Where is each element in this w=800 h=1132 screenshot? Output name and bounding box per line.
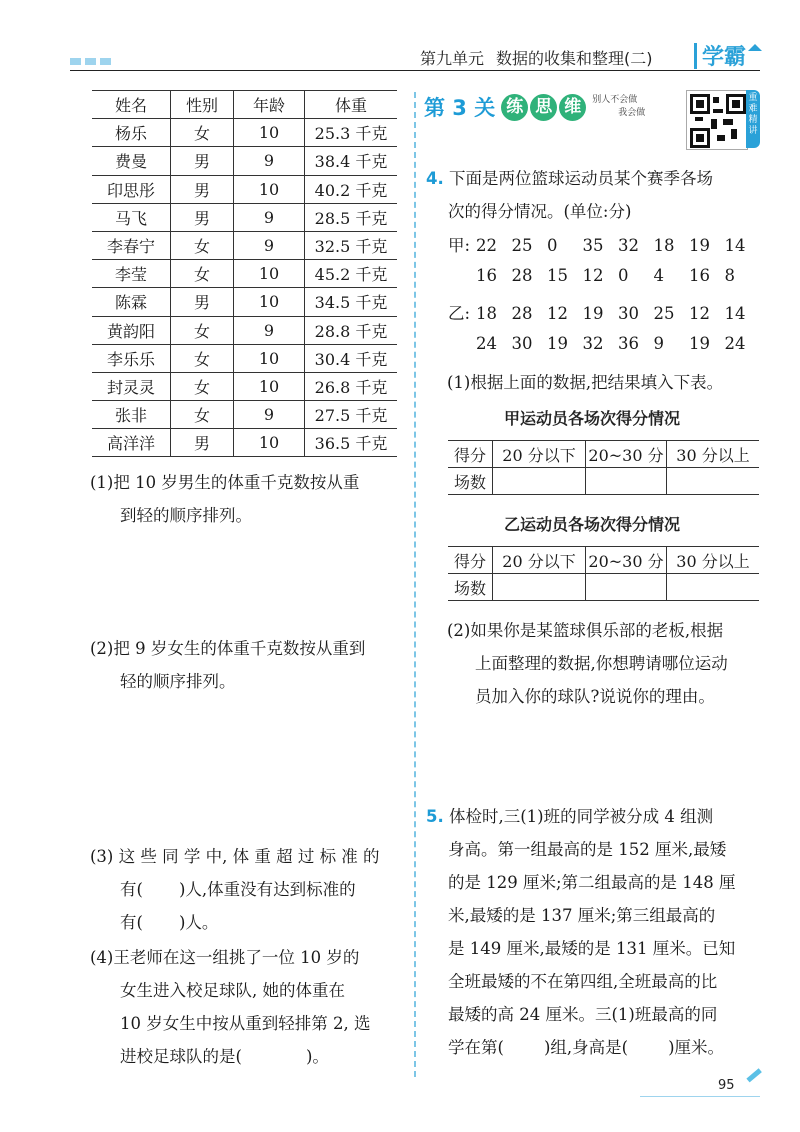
table-cell: 陈霖	[92, 288, 171, 316]
score-value: 30	[511, 334, 533, 353]
table-cell: 9	[234, 231, 305, 259]
score-data: 甲: 22 25 0 35 32 18 19 14 16 28 15 12 0 4 16 8 乙: 18 28 12 19 30 25 12 14 24 30 19 32 36 9 19 24	[448, 232, 768, 372]
question-4-left: (4)王老师在这一组挑了一位 10 岁的 女生进入校足球队, 她的体重在 10 岁女生中按从重到轻排第 2, 选 进校足球队的是( )。	[90, 948, 371, 1066]
header-rule	[70, 70, 760, 71]
table-row	[92, 401, 397, 429]
table-cell: 李莹	[92, 260, 171, 288]
player-b-table: 得分 20 分以下 20~30 分 30 分以上 场数	[448, 546, 759, 601]
header-decoration	[70, 58, 111, 65]
score-value: 4	[653, 266, 664, 285]
table-cell: 45.2 千克	[305, 260, 398, 288]
table-row	[92, 231, 397, 259]
score-value: 14	[724, 236, 746, 255]
score-value: 8	[724, 266, 735, 285]
graduation-cap-icon	[748, 44, 762, 51]
table-cell: 30.4 千克	[305, 344, 398, 372]
answer-cell[interactable]	[667, 468, 760, 495]
score-value: 16	[476, 266, 497, 285]
table-row	[92, 175, 397, 203]
table-cell: 9	[234, 147, 305, 175]
score-value: 28	[511, 266, 533, 285]
question-4-sub2: (2)如果你是某篮球俱乐部的老板,根据 上面整理的数据,你想聘请哪位运动 员加入你的球队?说说你的理由。	[447, 621, 728, 706]
table-row	[92, 288, 397, 316]
table-cell: 10	[234, 175, 305, 203]
table-cell: 女	[171, 316, 234, 344]
table-cell: 李春宁	[92, 231, 171, 259]
table-cell: 张非	[92, 401, 171, 429]
brand-logo	[694, 40, 762, 71]
table-header-row	[92, 91, 397, 119]
level-label: 第 3 关	[424, 96, 496, 120]
answer-cell[interactable]	[493, 468, 586, 495]
table-cell: 34.5 千克	[305, 288, 398, 316]
player-a-table: 得分 20 分以下 20~30 分 30 分以上 场数	[448, 440, 759, 495]
qr-code-icon[interactable]	[686, 90, 748, 150]
level-pill: 练 思 维	[501, 94, 586, 121]
header-name: 姓名	[92, 91, 171, 119]
table-a-title: 甲运动员各场次得分情况	[504, 409, 681, 428]
score-value: 12	[582, 266, 604, 285]
table-cell: 女	[171, 401, 234, 429]
table-row	[92, 344, 397, 372]
table-cell: 男	[171, 429, 234, 457]
table-row	[92, 203, 397, 231]
table-cell: 杨乐	[92, 119, 171, 147]
score-value: 0	[547, 236, 558, 255]
table-cell: 男	[171, 288, 234, 316]
score-value: 24	[724, 334, 746, 353]
table-cell: 28.8 千克	[305, 316, 398, 344]
score-value: 18	[653, 236, 675, 255]
table-cell: 马飞	[92, 203, 171, 231]
table-row	[92, 147, 397, 175]
table-cell: 黄韵阳	[92, 316, 171, 344]
question-4: 4. 下面是两位篮球运动员某个赛季各场 次的得分情况。(单位:分)	[426, 169, 713, 221]
table-cell: 10	[234, 429, 305, 457]
question-number: 4.	[426, 169, 444, 188]
table-row	[92, 260, 397, 288]
score-value: 18	[476, 304, 497, 323]
score-value: 19	[689, 334, 710, 353]
score-value: 25	[511, 236, 533, 255]
player-a-scores-2	[476, 266, 760, 285]
table-cell: 32.5 千克	[305, 231, 398, 259]
table-cell: 10	[234, 288, 305, 316]
table-cell: 9	[234, 316, 305, 344]
question-2: (2)把 9 岁女生的体重千克数按从重到 轻的顺序排列。	[90, 639, 366, 691]
header-weight: 体重	[305, 91, 398, 119]
table-cell: 男	[171, 203, 234, 231]
table-cell: 38.4 千克	[305, 147, 398, 175]
question-4-sub1: (1)根据上面的数据,把结果填入下表。	[447, 373, 724, 392]
question-3: (3) 这 些 同 学 中, 体 重 超 过 标 准 的 有( )人,体重没有达到标准的 有( )人。	[90, 847, 380, 932]
table-cell: 25.3 千克	[305, 119, 398, 147]
question-5: 5. 体检时,三(1)班的同学被分成 4 组测 身高。第一组最高的是 152 厘米,最矮 的是 129 厘米;第二组最高的是 148 厘 米,最矮的是 137 厘米;第三组最高的 是 149 厘米,最矮的是 131 厘米。已知 全班最矮的不在第四组,全班最高的比 最矮的高 24 厘米。三(1)班最高的同 学在第( )组,身高是( )厘米。	[426, 807, 736, 1057]
score-value: 35	[582, 236, 604, 255]
answer-cell[interactable]	[586, 468, 667, 495]
student-table	[92, 90, 397, 457]
brand-name: 学霸	[702, 45, 747, 70]
table-cell: 女	[171, 231, 234, 259]
score-value: 22	[476, 236, 497, 255]
table-cell: 36.5 千克	[305, 429, 398, 457]
table-cell: 费曼	[92, 147, 171, 175]
running-header	[420, 46, 653, 69]
level-tagline: 别人不会做 我会做	[592, 95, 646, 118]
table-cell: 27.5 千克	[305, 401, 398, 429]
answer-cell[interactable]	[493, 574, 586, 601]
answer-cell[interactable]	[667, 574, 760, 601]
level-banner	[424, 92, 645, 122]
score-value: 32	[618, 236, 639, 255]
player-a-scores-1	[476, 236, 760, 255]
score-value: 19	[689, 236, 710, 255]
table-cell: 女	[171, 260, 234, 288]
table-cell: 男	[171, 175, 234, 203]
answer-cell[interactable]	[586, 574, 667, 601]
qr-side-label: 重难精讲	[746, 90, 760, 148]
score-value: 24	[476, 334, 497, 353]
player-b-scores-1	[476, 304, 760, 323]
table-cell: 9	[234, 401, 305, 429]
footer-rule	[640, 1096, 760, 1097]
table-cell: 40.2 千克	[305, 175, 398, 203]
unit-topic: 数据的收集和整理(二)	[496, 49, 653, 68]
question-number: 5.	[426, 807, 444, 826]
table-cell: 印思彤	[92, 175, 171, 203]
table-cell: 10	[234, 119, 305, 147]
score-value: 19	[582, 304, 604, 323]
score-value: 9	[653, 334, 664, 353]
pencil-icon	[746, 1068, 761, 1082]
score-value: 12	[547, 304, 568, 323]
column-divider	[414, 92, 416, 1077]
table-cell: 10	[234, 372, 305, 400]
score-value: 15	[547, 266, 568, 285]
table-cell: 10	[234, 260, 305, 288]
table-row	[92, 316, 397, 344]
table-cell: 男	[171, 147, 234, 175]
score-value: 14	[724, 304, 746, 323]
table-row	[92, 372, 397, 400]
table-b-title: 乙运动员各场次得分情况	[504, 515, 681, 534]
score-value: 30	[618, 304, 639, 323]
score-value: 0	[618, 266, 629, 285]
header-gender: 性别	[171, 91, 234, 119]
table-cell: 高洋洋	[92, 429, 171, 457]
table-cell: 李乐乐	[92, 344, 171, 372]
table-cell: 封灵灵	[92, 372, 171, 400]
score-value: 32	[582, 334, 604, 353]
question-1: (1)把 10 岁男生的体重千克数按从重 到轻的顺序排列。	[90, 473, 360, 525]
unit-label: 第九单元	[420, 49, 485, 68]
score-value: 19	[547, 334, 568, 353]
table-row	[92, 119, 397, 147]
score-value: 36	[618, 334, 639, 353]
header-age: 年龄	[234, 91, 305, 119]
score-value: 16	[689, 266, 710, 285]
player-b-scores-2	[476, 334, 760, 353]
page-number: 95	[718, 1078, 735, 1093]
table-cell: 9	[234, 203, 305, 231]
table-cell: 28.5 千克	[305, 203, 398, 231]
score-value: 12	[689, 304, 710, 323]
score-value: 28	[511, 304, 533, 323]
score-value: 25	[653, 304, 675, 323]
table-cell: 女	[171, 119, 234, 147]
table-cell: 女	[171, 372, 234, 400]
table-cell: 26.8 千克	[305, 372, 398, 400]
table-cell: 女	[171, 344, 234, 372]
table-cell: 10	[234, 344, 305, 372]
table-row	[92, 429, 397, 457]
